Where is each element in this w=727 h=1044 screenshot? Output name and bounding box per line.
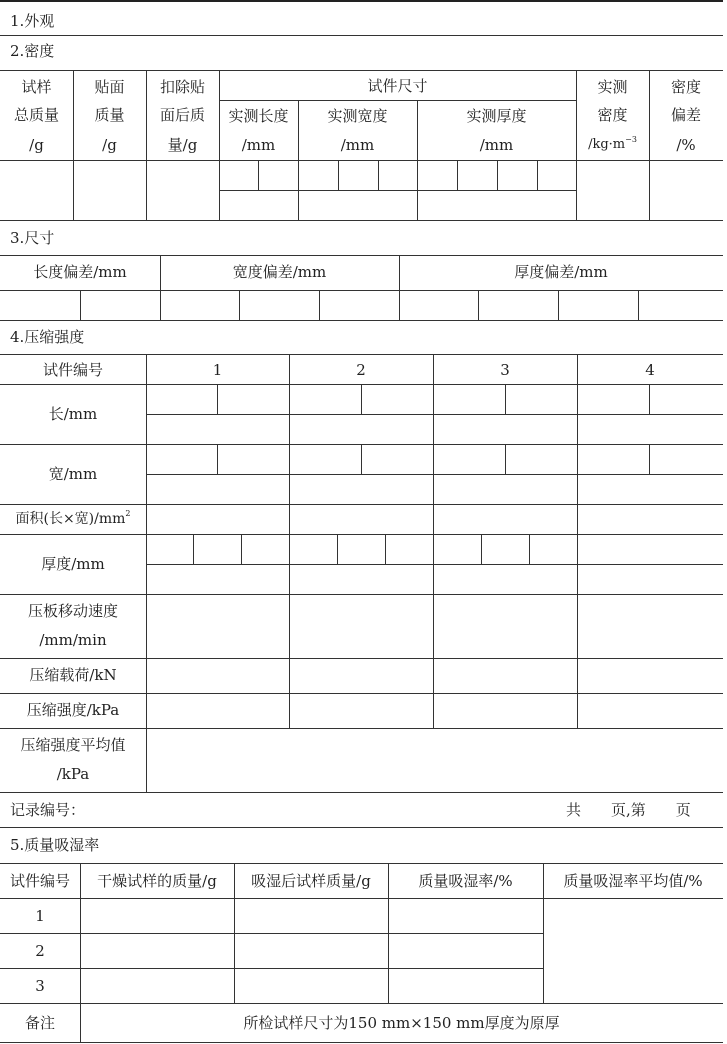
remark-text: 所检试样尺寸为150 mm×150 mm厚度为原厚: [243, 1014, 560, 1032]
moisture-row-id: 3: [35, 977, 45, 995]
grid-line: [0, 220, 723, 221]
grid-line: [0, 693, 723, 694]
row-area: 面积(长×宽)$/mm^2$: [15, 509, 131, 527]
grid-line: [361, 384, 362, 414]
grid-line: [289, 354, 290, 728]
grid-line: [478, 290, 479, 320]
grid-line: [0, 290, 723, 291]
grid-line: [0, 933, 543, 934]
hdr-size: 试件尺寸: [367, 77, 428, 95]
hdr-specimen-id: 试件编号: [42, 361, 103, 379]
grid-line: [0, 320, 723, 321]
hdr-len-2: /mm: [241, 136, 276, 154]
hdr-moisture-id: 试件编号: [9, 872, 70, 890]
grid-line: [0, 827, 723, 828]
remark-label: 备注: [24, 1014, 55, 1032]
hdr-dev-2: 偏差: [670, 106, 701, 124]
grid-line: [146, 564, 723, 565]
row-load: 压缩载荷/kN: [29, 666, 117, 684]
grid-line: [457, 160, 458, 190]
grid-line: [0, 354, 723, 355]
row-strength: 压缩强度/kPa: [26, 701, 120, 719]
grid-line: [0, 968, 543, 969]
section-size: 3.尺寸: [10, 229, 55, 247]
grid-line: [0, 504, 723, 505]
section-compression: 4.压缩强度: [10, 328, 85, 346]
hdr-net-mass-1: 扣除贴: [159, 78, 205, 96]
grid-line: [0, 728, 723, 729]
hdr-thk-2: /mm: [479, 136, 514, 154]
grid-line: [537, 160, 538, 190]
hdr-total-mass-3: /g: [29, 136, 44, 154]
hdr-face-mass-1: 贴面: [94, 78, 125, 96]
grid-line: [481, 534, 482, 564]
grid-line: [378, 160, 379, 190]
section-appearance: 1.外观: [10, 12, 55, 30]
grid-line: [577, 354, 578, 728]
hdr-moisture-avg: 质量吸湿率平均值/%: [563, 872, 703, 890]
grid-line: [0, 658, 723, 659]
grid-line: [146, 414, 723, 415]
grid-line: [649, 444, 650, 474]
grid-line: [217, 444, 218, 474]
moisture-row-id: 1: [35, 907, 45, 925]
hdr-wid-dev: 宽度偏差/mm: [232, 263, 327, 281]
hdr-wet-mass: 吸湿后试样质量/g: [251, 872, 371, 890]
grid-line: [649, 384, 650, 414]
record-number-label: 记录编号：: [10, 801, 86, 819]
grid-line: [0, 255, 723, 256]
grid-line: [0, 70, 723, 71]
grid-line: [146, 474, 723, 475]
section-density: 2.密度: [10, 42, 55, 60]
grid-line: [638, 290, 639, 320]
hdr-dev-3: /%: [676, 136, 696, 154]
row-speed-1: 压板移动速度: [27, 602, 118, 620]
grid-line: [241, 534, 242, 564]
grid-line: [385, 534, 386, 564]
grid-line: [0, 594, 723, 595]
hdr-face-mass-2: 质量: [94, 106, 125, 124]
grid-line: [0, 898, 723, 899]
hdr-face-mass-3: /g: [102, 136, 117, 154]
grid-line: [529, 534, 530, 564]
hdr-density-2: 密度: [597, 106, 628, 124]
grid-line: [0, 1003, 723, 1004]
grid-line: [258, 160, 259, 190]
grid-line: [0, 792, 723, 793]
grid-line: [497, 160, 498, 190]
grid-line: [80, 290, 81, 320]
grid-line: [505, 384, 506, 414]
specimen-id-3: 3: [500, 361, 510, 379]
hdr-net-mass-3: 量/g: [167, 136, 198, 154]
grid-line: [361, 444, 362, 474]
hdr-thk-1: 实测厚度: [466, 107, 527, 125]
specimen-id-2: 2: [356, 361, 366, 379]
top-border: [0, 0, 723, 2]
specimen-id-4: 4: [645, 361, 655, 379]
grid-line: [338, 160, 339, 190]
grid-line: [0, 863, 723, 864]
grid-line: [219, 100, 576, 101]
hdr-thk-dev: 厚度偏差/mm: [514, 263, 608, 281]
hdr-total-mass-1: 试样: [21, 78, 52, 96]
grid-line: [0, 1042, 723, 1043]
hdr-dry-mass: 干燥试样的质量/g: [97, 872, 217, 890]
grid-line: [558, 290, 559, 320]
row-avg-2: /kPa: [56, 765, 90, 783]
specimen-id-1: 1: [212, 361, 223, 379]
row-speed-2: /mm/min: [39, 631, 107, 649]
hdr-len-dev: 长度偏差/mm: [33, 263, 127, 281]
grid-line: [0, 534, 723, 535]
hdr-wid-1: 实测宽度: [327, 107, 388, 125]
grid-line: [433, 354, 434, 728]
grid-line: [217, 384, 218, 414]
grid-line: [219, 190, 576, 191]
page-count: 共 页,第 页: [566, 801, 691, 819]
hdr-moisture-rate: 质量吸湿率/%: [418, 872, 513, 890]
row-avg-1: 压缩强度平均值: [20, 736, 126, 754]
row-width: 宽/mm: [48, 465, 98, 483]
grid-line: [239, 290, 240, 320]
grid-line: [146, 354, 147, 792]
hdr-total-mass-2: 总质量: [13, 106, 59, 124]
hdr-density-3: $/kg\cdot m^{-3}$: [588, 135, 637, 152]
grid-line: [193, 534, 194, 564]
section-moisture: 5.质量吸湿率: [10, 836, 100, 854]
hdr-density-1: 实测: [597, 78, 628, 96]
row-thickness: 厚度/mm: [41, 555, 105, 573]
moisture-row-id: 2: [35, 942, 45, 960]
hdr-dev-1: 密度: [670, 78, 701, 96]
grid-line: [337, 534, 338, 564]
grid-line: [319, 290, 320, 320]
divider: [0, 35, 723, 36]
hdr-net-mass-2: 面后质: [159, 106, 205, 124]
grid-line: [0, 160, 723, 161]
grid-line: [505, 444, 506, 474]
hdr-wid-2: /mm: [340, 136, 375, 154]
row-length: 长/mm: [48, 405, 98, 423]
hdr-len-1: 实测长度: [228, 107, 289, 125]
